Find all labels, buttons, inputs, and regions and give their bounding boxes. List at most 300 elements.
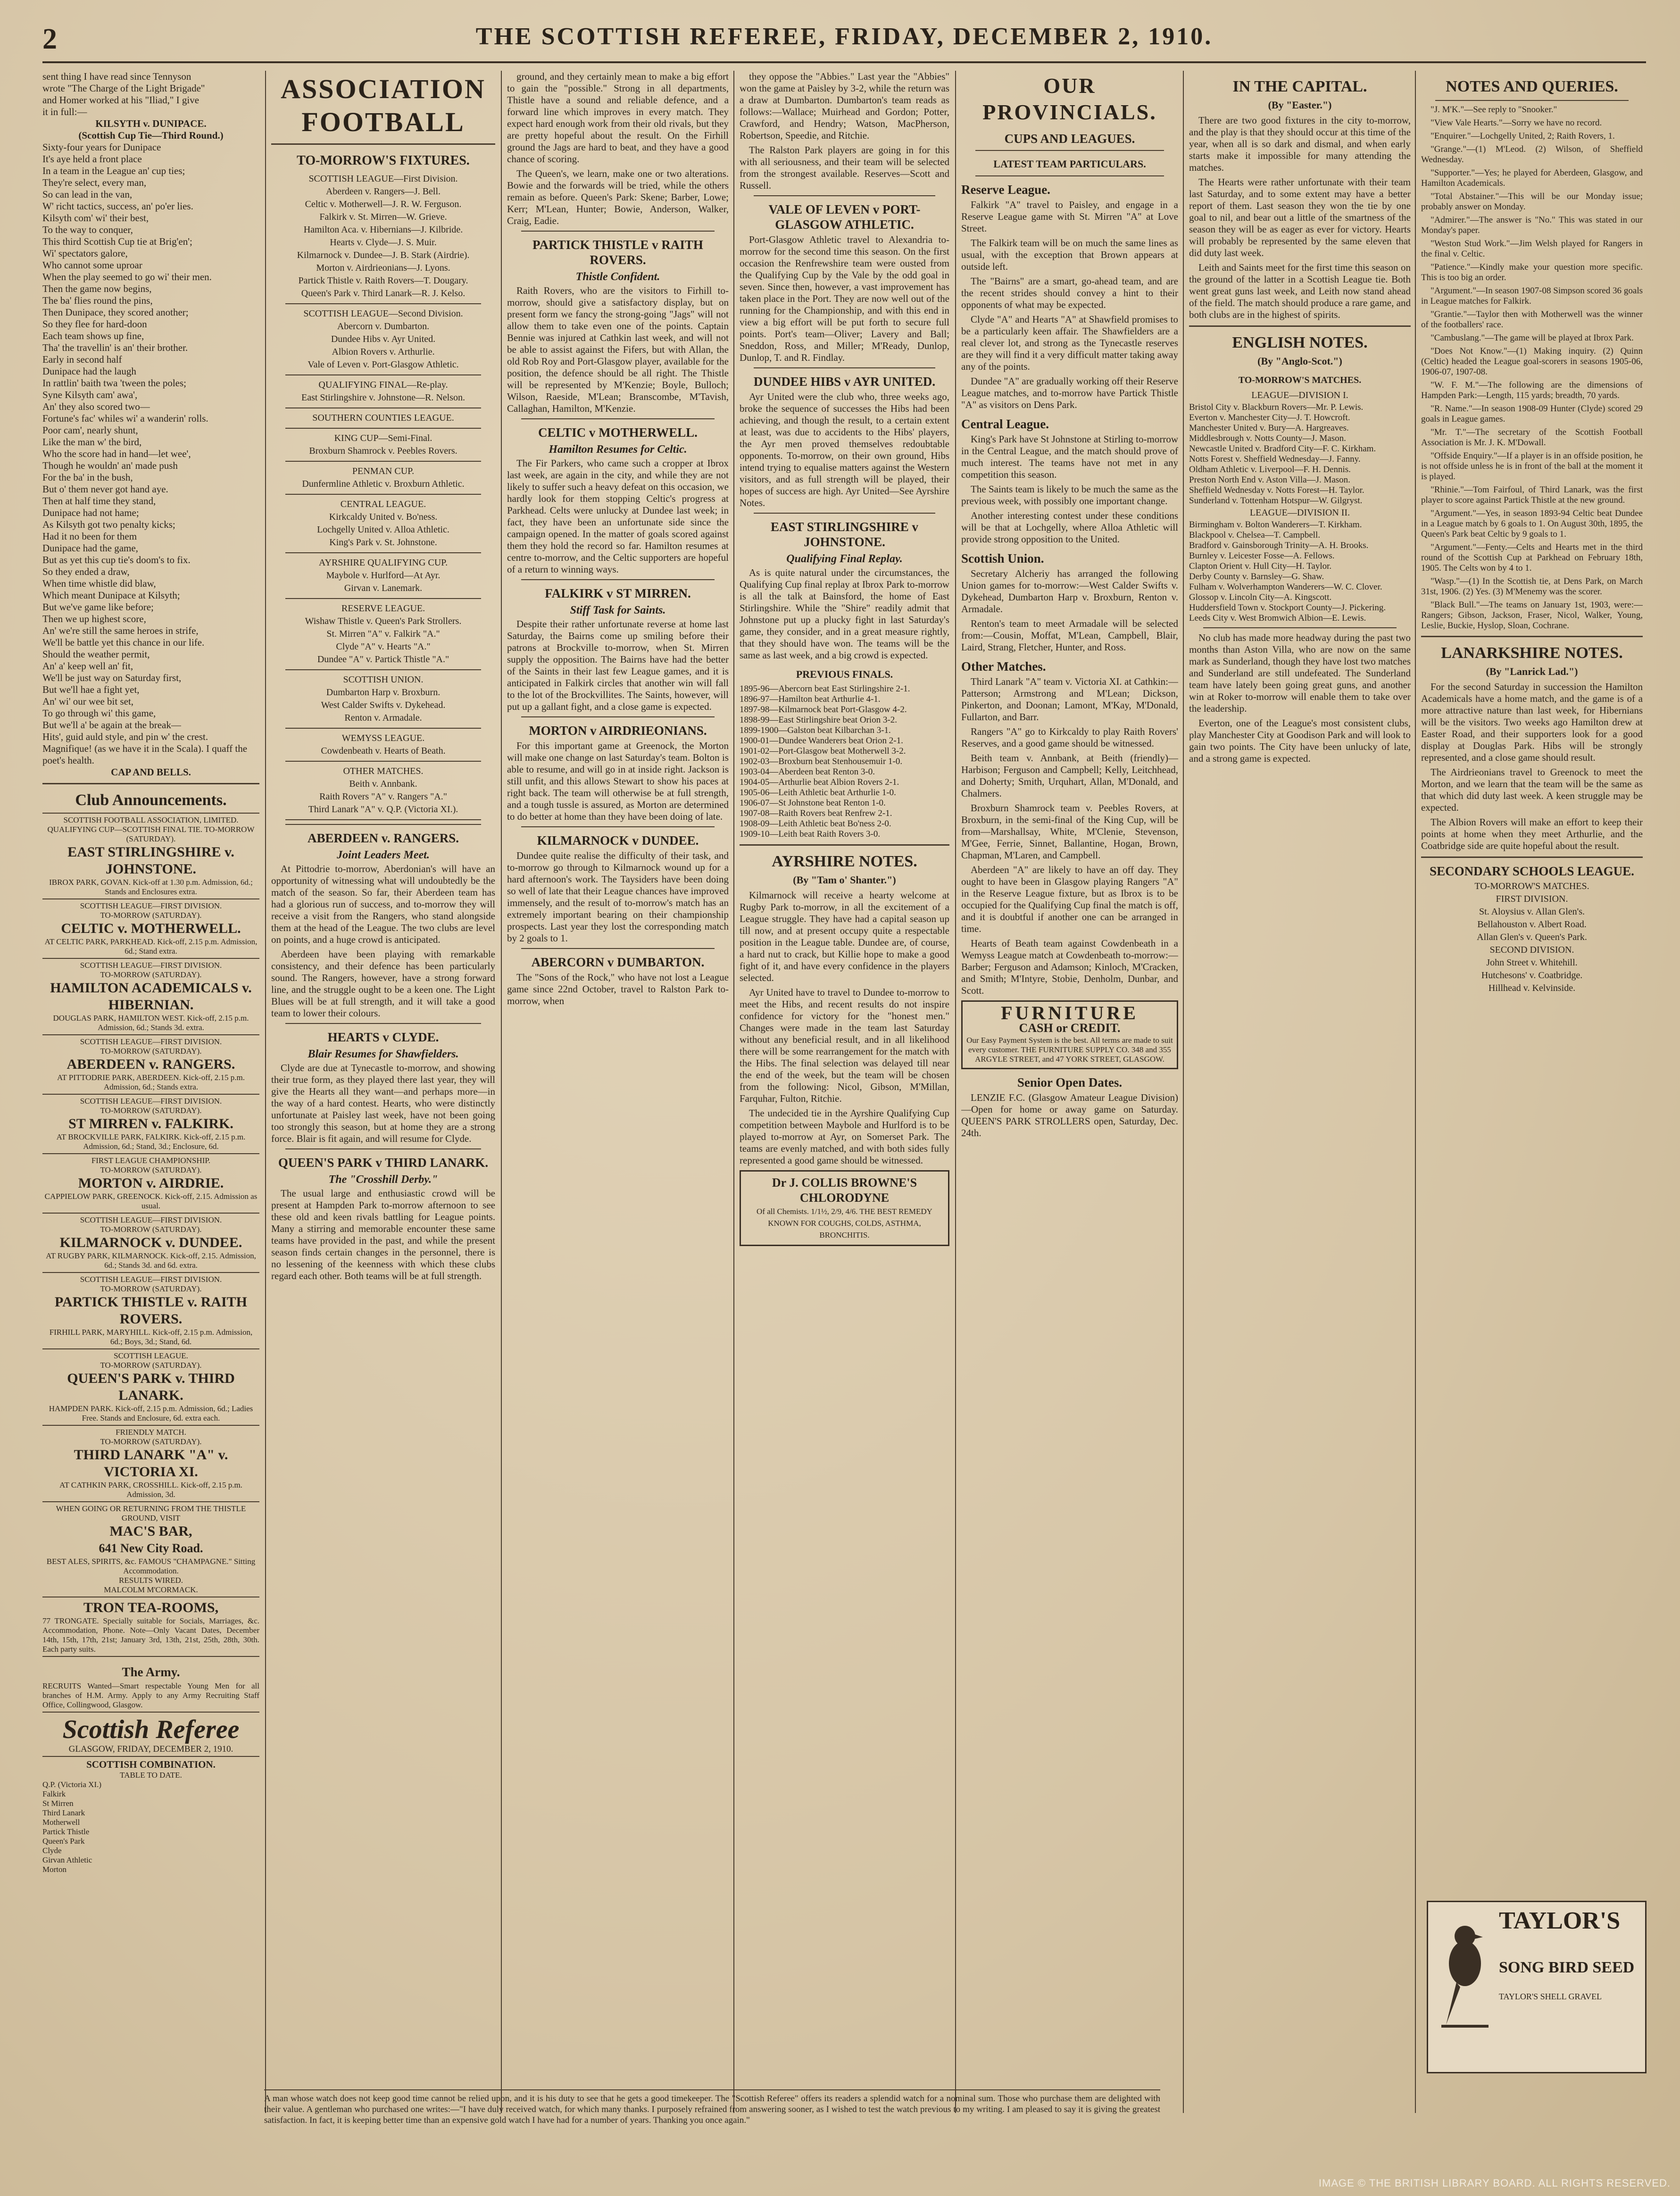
- poem-line: Though he wouldn' an' made push: [42, 460, 178, 471]
- celtic-motherwell-heading: CELTIC v MOTHERWELL.: [538, 425, 698, 440]
- fixture-section-title: SCOTTISH UNION.: [343, 674, 424, 685]
- partick-raith-heading: PARTICK THISTLE v RAITH ROVERS.: [532, 238, 703, 267]
- club-advert-sub: TO-MORROW (SATURDAY).: [100, 1047, 202, 1056]
- aberdeen-report: [271, 863, 495, 1019]
- fixture-line: Sheffield Wednesday v. Notts Forest—H. Taylor.: [1189, 485, 1364, 495]
- poem-line: Had it no been for them: [42, 531, 137, 542]
- club-advert: [42, 1425, 259, 1501]
- paragraph: At Pittodrie to-morrow, Aberdonian's will have an opportunity of witnessing what will undoubtedly be the match of the season. So far, their Aberdeen team has had a glorious run of success, and to-morrow they will receive a visit from the Rangers, who stand alongside them at the head of the League. The two clubs are level on points, and a huge crowd is anticipated.: [271, 863, 495, 945]
- english-div2-list: [1189, 520, 1411, 624]
- paragraph: There are two good fixtures in the city to-morrow, and the play is that they should occur at this time of the year, when all is so dark and dismal, and when early starts make it impossible for many attending the matches.: [1189, 115, 1411, 173]
- poem-line: KILSYTH v. DUNIPACE.: [95, 118, 207, 129]
- fixture-section-title: AYRSHIRE QUALIFYING CUP.: [318, 557, 448, 568]
- fixture-line: Dumbarton Harp v. Broxburn.: [326, 687, 441, 698]
- paragraph: Hearts of Beath team against Cowdenbeath in a Wemyss League match at Cowdenbeath to-morrow:—Barber; Ferguson and Adamson; Kinloch, M'Cracken, and Smith; M'Intyre, Stobie, Denholm, Dunbar, and Scott.: [961, 938, 1178, 996]
- list-item: John Street v. Whitehill.: [1486, 957, 1578, 968]
- poem-line: and Homer worked at his "Iliad," I give: [42, 94, 200, 106]
- club-advert-venue: AT RUGBY PARK, KILMARNOCK. Kick-off, 2.15. Admission, 6d.; Stands 3d. and 6d. extra.: [46, 1251, 256, 1270]
- fixture-line: Lochgelly United v. Alloa Athletic.: [317, 524, 449, 535]
- paragraph: Raith Rovers, who are the visitors to Firhill to-morrow, should give a satisfactory display, but on present form we fancy the strong-going "Jags" will not allow them to take even one of the points. Captain Bennie was injured at Cathkin last week, and will not be able to assist against the Fifers, but with Allan, the old Rob Roy and Port-Glasgow player, available for the position, the defence should be all right. The Thistle will be represented by M'Kenzie; Boyle, Bulloch; Wilson, Raeside, M'Lean; Branscombe, M'Tavish, Callaghan, Hamilton, M'Kenzie.: [507, 285, 729, 414]
- club-advert-venue: AT CELTIC PARK, PARKHEAD. Kick-off, 2.15 p.m. Admission, 6d.; Stand extra.: [44, 937, 258, 956]
- central-league-heading: Central League.: [961, 417, 1049, 431]
- bird-icon: [1432, 1907, 1493, 2067]
- club-advert: [42, 1094, 259, 1153]
- table-row: 1909-10—Leith beat Raith Rovers 3-0.: [740, 829, 881, 839]
- poem-line: Who the score had in hand—let wee',: [42, 448, 191, 459]
- poem-line: Which meant Dunipace at Kilsyth;: [42, 590, 180, 601]
- poem-line: When the play seemed to go wi' their men.: [42, 271, 212, 283]
- club-advert-sub: TO-MORROW (SATURDAY).: [100, 1284, 202, 1293]
- column-rule: [1183, 71, 1184, 2113]
- paragraph: they oppose the "Abbies." Last year the "Abbies" won the game at Paisley by 3-2, while the return was a draw at Dumbarton. Dumbarton's team reads as follows:—Wallace; Muirhead and Gordon; Potter, Crawford, and Hendry; Watson, MacPherson, Robertson, Speedie, and Ritchie.: [740, 71, 949, 141]
- club-advert: [42, 898, 259, 958]
- fixture-line: Burnley v. Leicester Fosse—A. Fellows.: [1189, 551, 1335, 561]
- fixture-line: Morton v. Airdrieonians—J. Lyons.: [316, 263, 450, 273]
- table-row: 1908-09—Leith Athletic beat Bo'ness 2-0.: [740, 819, 891, 829]
- fixture-line: Leeds City v. West Bromwich Albion—E. Lewis.: [1189, 613, 1366, 623]
- ayrshire-notes-heading: AYRSHIRE NOTES.: [772, 853, 917, 870]
- paragraph: The Falkirk team will be on much the same lines as usual, with the exception that Brown appears at outside left.: [961, 237, 1178, 272]
- paragraph: Kilmarnock will receive a hearty welcome at Rugby Park to-morrow, in all the excitement of a League struggle. They have had a capital season up till now, and at present occupy quite a respectable position in the League table. Dundee are, of course, a hard nut to crack, but Killie hope to make a good fight of it, and have every confidence in the players selected.: [740, 890, 949, 983]
- list-item: Hutchesons' v. Coatbridge.: [1481, 970, 1583, 981]
- column-5: OUR PROVINCIALS. CUPS AND LEAGUES. LATEST TEAM PARTICULARS. Reserve League. Falkirk "A" travel to Paisley, and engage in a Reserve League game with St. Mirren "A" at Love Street. The Falkirk team will be on much the same lines as usual, with the exception that Brown appears at outside left. The "Bairns" are a smart, go-ahead team, and are the recent strides should convey a hint to their opponents of what may be expected. Clyde "A" and Hearts "A" at Shawfield promises to be a particularly keen affair. The Shawfielders are a real clever lot, and strong as the Tynecastle reserves are they will find it a very difficult matter taking away any of the points. Dundee "A" are gradually working off their Reserve League matches, and to-morrow have Partick Thistle "A" as visitors on Dens Park. Central League. King's Park have St Johnstone at Stirling to-morrow in the Central League, and the match should prove of much interest. The teams have not met in any competition this season. The Saints team is likely to be much the same as the previous week, with possibly one important change. Another interesting contest under these conditions will be that at Lochgelly, where Alloa Athletic will provide strong opposition to the United. Scottish Union. Secretary Alcheriy has arranged the following Union games for to-morrow:—West Calder Swifts v. Dykehead, Dumbarton Harp v. Broxburn, Renton v. Armadale. Renton's team to meet Armadale will be selected from:—Cousin, Moffat, M'Lean, Campbell, Blair, Laird, Strang, Fletcher, Hunter, and Ross. Other Matches. Third Lanark "A" team v. Victoria XI. at Cathkin:—Patterson; Armstrong and M'Lean; Dickson, Pinkerton, and Doonan; Lamont, M'Kay, M'Donald, Fullarton, and Barr. Rangers "A" go to Kirkcaldy to play Raith Rovers' Reserves, and a good game should be witnessed. Beith team v. Annbank, at Beith (friendly)—Harbison; Ferguson and Campbell; Kelly, Leitchhead, and Doherty; Smith, Urquhart, Allan, M'Donald, and Chalmers. Broxburn Shamrock team v. Peebles Rovers, at Broxburn, in the semi-final of the King Cup, will be from—Marshallsay, White, M'Clenie, Stevenson, M'Gee, Ferrie, Sinnet, Ballantine, Hogan, Brown, Chapman, M'Laren, and Campbell. Aberdeen "A" are likely to have an off day. They ought to have been in Glasgow playing Rangers "A" in the Reserve League fixture, but as Ibrox is to be occupied for the Qualifying Cup final the match is off, and it is doubtful if another one can be arranged in time. Hearts of Beath team against Cowdenbeath in a Wemyss League match at Cowdenbeath to-morrow:—Barber; Ferguson and Adamson; Kinloch, M'Cracken, and Smith; M'Intyre, Stobie, Denholm, Dunbar, and Scott. FURNITURE CASH or CREDIT. Our Easy Payment System is the best. All terms are made to suit every customer. THE FURNITURE SUPPLY CO. 348 and 355 ARGYLE STREET, and 47 YORK STREET, GLASGOW. Senior Open Dates. LENZIE F.C. (Glasgow Amateur League Division)—Open for home or away game on Saturday. QUEEN'S PARK STROLLERS open, Saturday, Dec. 24th.: [961, 74, 1178, 1139]
- poem-line: Poor cam', nearly shunt,: [42, 424, 138, 436]
- poem-line: Fortune's fac' whiles wi' a wanderin' rolls.: [42, 413, 208, 424]
- fixture-line: Dunfermline Athletic v. Broxburn Athletic.: [302, 479, 465, 489]
- table-row: Partick Thistle: [42, 1827, 90, 1836]
- fixture-line: Abercorn v. Dumbarton.: [337, 321, 430, 332]
- table-row: 1898-99—East Stirlingshire beat Orion 3-2.: [740, 715, 898, 725]
- paragraph: Aberdeen "A" are likely to have an off day. They ought to have been in Glasgow playing Rangers "A" in the Reserve League fixture, but as Ibrox is to be occupied for the Qualifying Cup final the match is off, and it is doubtful if another one can be arranged in time.: [961, 864, 1178, 934]
- fixture-line: Broxburn Shamrock v. Peebles Rovers.: [309, 446, 457, 456]
- poem-line: Syne Kilsyth cam' awa',: [42, 389, 138, 400]
- falkirk-stmirren-heading: FALKIRK v ST MIRREN.: [545, 586, 691, 600]
- club-advert-title: FIRST LEAGUE CHAMPIONSHIP.: [91, 1156, 211, 1165]
- poem-line: Should the weather permit,: [42, 649, 150, 660]
- poem-line: An' we're still the same heroes in strife,: [42, 625, 199, 636]
- paragraph: Secretary Alcheriy has arranged the following Union games for to-morrow:—West Calder Swifts v. Dykehead, Dumbarton Harp v. Broxburn, Renton v. Armadale.: [961, 568, 1178, 615]
- fixture-line: Bradford v. Gainsborough Trinity—A. H. Brooks.: [1189, 541, 1369, 550]
- paragraph: The Ralston Park players are going in for this with all seriousness, and their team will be selected from the strongest available. Reserves—Scott and Russell.: [740, 144, 949, 191]
- club-advert-teams: QUEEN'S PARK v. THIRD LANARK.: [67, 1371, 235, 1403]
- club-advert-title: SCOTTISH FOOTBALL ASSOCIATION, LIMITED.: [63, 815, 239, 824]
- fixture-line: Kilmarnock v. Dundee—J. B. Stark (Airdrie).: [297, 250, 470, 260]
- paragraph: The usual large and enthusiastic crowd will be present at Hampden Park to-morrow afternoon to see these old and keen rivals battling for League points. Many a stirring and memorable encounter these same teams have provided in the past, and while the present season finds certain changes in the personnel, there is no lessening of the keenness with which these clubs regard each other. Both teams will be at full strength.: [271, 1188, 495, 1281]
- note-entry: "Argument."—Yes, in season 1893-94 Celtic beat Dundee in a League match by 6 goals to 1. On August 30th, 1895, the Queen's Park beat Celtic by 9 goals to 1.: [1421, 508, 1643, 539]
- poem-line: But we'll a' be again at the break—: [42, 719, 181, 731]
- hearts-report: [271, 1062, 495, 1145]
- fixture-line: King's Park v. St. Johnstone.: [329, 537, 437, 548]
- column-4: they oppose the "Abbies." Last year the "Abbies" won the game at Paisley by 3-2, while the return was a draw at Dumbarton. Dumbarton's team reads as follows:—Wallace; Muirhead and Gordon; Potter, Crawford, and Hendry; Watson, MacPherson, Robertson, Speedie, and Ritchie. The Ralston Park players are going in for this with all seriousness, and their team will be selected from the strongest available. Reserves—Scott and Russell. VALE OF LEVEN v PORT-GLASGOW ATHLETIC. Port-Glasgow Athletic travel to Alexandria to-morrow for the second time this season. On the first occasion the Renfrewshire team were ousted from the Qualifying Cup by the Vale by the odd goal in seven. Since then, however, a vast improvement has taken place in the Port. They are now well out of the running for the Championship, and with this end in view a big effort will be put forth to secure full points. Port's team—Oliver; Lavery and Ball; Sneddon, Ross, and Miller; M'Ready, Dunlop, Dunlop, T. and R. Findlay. DUNDEE HIBS v AYR UNITED. Ayr United were the club who, three weeks ago, broke the sequence of successes the Hibs had been achieving, and though the result, to a certain extent at least, was due to accidents to the Hibs' players, the Ayr men proved themselves redoubtable opponents. To-morrow, on their own ground, Hibs intend trying to equalise matters against the Western visitors, and as full strength will be played, their hopes of success are high. Ayr United—See Ayrshire Notes. EAST STIRLINGSHIRE v JOHNSTONE. Qualifying Final Replay. As is quite natural under the circumstances, the Qualifying Cup final replay at Ibrox Park to-morrow is all the talk at Bainsford, the home of East Stirlingshire. While the "Shire" readily admit that Johnstone put up a plucky fight in last Saturday's game, they consider, and in a great measure rightly, that they should have won. The teams will be the same as last week, and a big crowd is expected. PREVIOUS FINALS. 1895-96—Abercorn beat East Stirlingshire 2-1. 1896-97—Hamilton beat Arthurlie 4-1. 1897-98—Kilmarnock beat Port-Glasgow 4-2. 1898-99—East Stirlingshire beat Orion 3-2. 1899-1900—Galston beat Kilbarchan 3-1. 1900-01—Dundee Wanderers beat Orion 2-1. 1901-02—Port-Glasgow beat Motherwell 3-2. 1902-03—Broxburn beat Stenhousemuir 1-0. 1903-04—Aberdeen beat Renton 3-0. 1904-05—Arthurlie beat Albion Rovers 2-1. 1905-06—Leith Athletic beat Arthurlie 1-0. 1906-07—St Johnstone beat Renton 1-0. 1907-08—Raith Rovers beat Renfrew 2-1. 1908-09—Leith Athletic beat Bo'ness 2-0. 1909-10—Leith beat Raith Rovers 3-0. AYRSHIRE NOTES. (By "Tam o' Shanter.") Kilmarnock will receive a hearty welcome at Rugby Park to-morrow, in all the excitement of a League struggle. They have had a capital season up till now, and at present occupy quite a respectable position in the League table. Dundee are, of course, a hard nut to crack, but Killie hope to make a good fight of it, and have every confidence in the players selected. Ayr United have to travel to Dundee to-morrow to meet the Hibs, and recent results do not inspire confidence for victory for the "honest men." Changes were made in the team last Saturday without any beneficial result, and in all likelihood there will be some rearrangement for the match with the Hibs. The final selection was delayed till near the end of the week, but the team will be chosen from the following: Nicol, Gibson, M'Millan, Farquhar, Fulton, Ritchie. The undecided tie in the Ayrshire Qualifying Cup competition between Maybole and Hurlford is to be played to-morrow at Ayr, on Somerset Park. The teams are evenly matched, and with both sides fully represented a good game should be witnessed. Dr J. COLLIS BROWNE'S CHLORODYNE Of all Chemists. 1/1½, 2/9, 4/6. THE BEST REMEDY KNOWN FOR COUGHS, COLDS, ASTHMA, BRONCHITIS.: [740, 71, 949, 2113]
- our-provincials-headline: OUR PROVINCIALS.: [982, 74, 1157, 124]
- paragraph: As is quite natural under the circumstances, the Qualifying Cup final replay at Ibrox Park to-morrow is all the talk at Bainsford, the home of East Stirlingshire. While the "Shire" readily admit that Johnstone put up a plucky fight in last Saturday's game, they consider, and in a great measure rightly, that they should have won. The teams will be the same as last week, and a big crowd is expected.: [740, 567, 949, 661]
- fixture-line: Middlesbrough v. Notts County—J. Mason.: [1189, 433, 1346, 443]
- club-advert-teams: THIRD LANARK "A" v. VICTORIA XI.: [74, 1447, 228, 1480]
- paragraph: No club has made more headway during the past two months than Aston Villa, who are now on the same mark as Sunderland, though they have lost two matches and Sunderland are still undefeated. The Sunderland team have lately been going great guns, and another win at Roker to-morrow will enable them to take over the leadership.: [1189, 632, 1411, 714]
- queens-park-report: [271, 1188, 495, 1282]
- club-advert-venue: HAMPDEN PARK. Kick-off, 2.15 p.m. Admission, 6d.; Ladies Free. Stands and Enclosure, 6d. extra each.: [49, 1404, 253, 1422]
- club-advert-sub: TO-MORROW (SATURDAY).: [100, 911, 202, 920]
- club-advert: [42, 1213, 259, 1272]
- list-item: St. Aloysius v. Allan Glen's.: [1479, 907, 1585, 917]
- previous-finals-list: [740, 684, 949, 840]
- association-football-headline: ASSOCIATION FOOTBALL: [281, 74, 486, 137]
- note-entry: "Does Not Know."—(1) Making inquiry. (2) Quinn (Celtic) headed the League goal-scorers in seasons 1905-06, 1906-07, 1907-08.: [1421, 346, 1643, 377]
- paragraph: Aberdeen have been playing with remarkable consistency, and their defence has been particularly sound. The Rangers, however, have a strong forward line, and the struggle ought to be a keen one. The Light Blues will be at full strength, and it will take a good team to lower their colours.: [271, 948, 495, 1019]
- poem-line: In a team in the League an' cup ties;: [42, 165, 185, 176]
- fixture-list: [271, 173, 495, 820]
- poem-line: Dunipace had the game,: [42, 542, 138, 554]
- fixture-line: Everton v. Manchester City—J. T. Howcroft.: [1189, 413, 1350, 423]
- table-row: 1905-06—Leith Athletic beat Arthurlie 1-0.: [740, 788, 896, 798]
- list-item: SECOND DIVISION.: [1489, 945, 1574, 955]
- poem-line: Like the man w' the bird,: [42, 436, 142, 448]
- club-advert-venue: AT CATHKIN PARK, CROSSHILL. Kick-off, 2.15 p.m. Admission, 3d.: [59, 1481, 242, 1499]
- club-advert-teams: ST MIRREN v. FALKIRK.: [68, 1116, 233, 1131]
- column-3: ground, and they certainly mean to make a big effort to gain the "possible." Strong in all departments, Thistle have a sound and reliable defence, and a forward line which improves in every match. They expect hard enough work from their old rivals, but they are pretty hopeful about the result. On the Firhill ground the Jags are hard to beat, and they have a good chance of scoring. The Queen's, we learn, make one or two alterations. Bowie and the forwards will be tried, while the others remain as before. Queen's Park: Skene; Barber, Lowe; Kerr; M'Lean, Hunter; Bowie, Anderson, Walker, Craig, Eadie. PARTICK THISTLE v RAITH ROVERS. Thistle Confident. Raith Rovers, who are the visitors to Firhill to-morrow, should give a satisfactory display, but on present form we fancy the strong-going "Jags" will not allow them to take even one of the points. Captain Bennie was injured at Cathkin last week, and will not be able to assist against the Fifers, but with Allan, the old Rob Roy and Port-Glasgow player, available for the position, the defence should be all right. The Thistle will be represented by M'Kenzie; Boyle, Bulloch; Wilson, Raeside, M'Lean; Branscombe, M'Tavish, Callaghan, Hamilton, M'Kenzie. CELTIC v MOTHERWELL. Hamilton Resumes for Celtic. The Fir Parkers, who came such a cropper at Ibrox last week, are again in the city, and while they are not likely to suffer such a heavy defeat on this occasion, we hardly look for them stopping Celtic's progress at Parkhead. Celts were unlucky at Dundee last week; in fact, they have been an unfortunate side since the campaign opened. In the matter of goals scored against them they hold the record so far. Hamilton resumes at centre to-morrow, and the Celtic supporters are hopeful of a return to winning ways. FALKIRK v ST MIRREN. Stiff Task for Saints. Despite their rather unfortunate reverse at home last Saturday, the Bairns come up smiling before their patrons at Brockville to-morrow, when St. Mirren supply the opposition. The Bairns have had the better of the Saints in their last few League games, and it is anticipated in Falkirk circles that another win will fall to the lot of the Brockvillites. The Saints, however, will put up a gallant fight, and a close game is expected. MORTON v AIRDRIEONIANS. For this important game at Greenock, the Morton will make one change on last Saturday's team. Bolton is able to resume, and will go in at inside right. Jackson is still unfit, and this allows Stewart to show his paces at right back. The team will otherwise be at full strength, and a tough tussle is assured, as Morton are determined to do better at home than they have been doing of late. KILMARNOCK v DUNDEE. Dundee quite realise the difficulty of their task, and to-morrow go through to Kilmarnock wound up for a hard afternoon's work. The Taysiders have been doing so well of late that their League chances have improved immensely, and the result of to-morrow's match has an extremely important bearing on their championship prospects. Last year they lost the corresponding match by 2 goals to 1. ABERCORN v DUMBARTON. The "Sons of the Rock," who have not lost a League game since 22nd October, travel to Ralston Park to-morrow, when: [507, 71, 729, 1006]
- club-advert: [42, 1153, 259, 1213]
- club-advert-sub: TO-MORROW (SATURDAY).: [100, 1225, 202, 1234]
- notes-queries-heading: NOTES AND QUERIES.: [1446, 78, 1618, 95]
- poem-line: Then we up highest score,: [42, 613, 146, 624]
- poem-line: Tha' the travellin' is an' their brother.: [42, 342, 188, 353]
- club-advert-teams: KILMARNOCK v. DUNDEE.: [59, 1235, 242, 1250]
- list-item: Hillhead v. Kelvinside.: [1488, 983, 1576, 993]
- poem-line: The ba' flies round the pins,: [42, 295, 153, 306]
- paragraph: For the second Saturday in succession the Hamilton Academicals have a home match, and the game is of a more attractive nature than last week, for Hibernians will be the visitors. Two weeks ago Hamilton drew at Easter Road, and their supporters look for a good display at Douglas Park. Hibs will be strongly represented, and a close game should result.: [1421, 681, 1643, 763]
- fixture-line: Dundee "A" v. Partick Thistle "A.": [317, 654, 449, 665]
- fixture-section-title: SCOTTISH LEAGUE—Second Division.: [303, 308, 463, 319]
- fixture-section-title: CENTRAL LEAGUE.: [340, 499, 426, 509]
- fixture-line: Clapton Orient v. Hull City—H. Taylor.: [1189, 561, 1332, 571]
- paragraph: The Albion Rovers will make an effort to keep their points at home when they meet Arthurlie, and the Coatbridge side are quite hopeful about the result.: [1421, 816, 1643, 851]
- table-row: 1900-01—Dundee Wanderers beat Orion 2-1.: [740, 736, 903, 746]
- abercorn-dumbarton-heading: ABERCORN v DUMBARTON.: [531, 955, 705, 969]
- poem-line: But o' them never got hand aye.: [42, 483, 168, 495]
- poem-line: Each team shows up fine,: [42, 330, 144, 341]
- poem-line: Then the game now begins,: [42, 283, 152, 294]
- english-fixtures-list: [1189, 402, 1411, 506]
- club-advert-title: SCOTTISH LEAGUE—FIRST DIVISION.: [80, 1037, 222, 1046]
- fixture-line: Clyde "A" v. Hearts "A.": [336, 641, 431, 652]
- poem-line: Kilsyth com' wi' their best,: [42, 212, 149, 224]
- chlorodyne-advert: Dr J. COLLIS BROWNE'S CHLORODYNE Of all Chemists. 1/1½, 2/9, 4/6. THE BEST REMEDY KNOWN FOR COUGHS, COLDS, ASTHMA, BRONCHITIS.: [740, 1170, 949, 1246]
- fixture-section-title: RESERVE LEAGUE.: [341, 603, 425, 614]
- table-row: 1902-03—Broxburn beat Stenhousemuir 1-0.: [740, 757, 903, 766]
- column-1: [42, 71, 259, 2113]
- poem-line: Who cannot some uproar: [42, 259, 142, 271]
- club-advert-title: FRIENDLY MATCH.: [116, 1428, 186, 1437]
- note-entry: "Offside Enquiry."—If a player is in an offside position, he is not offside unless he is in front of the ball at the moment it is played.: [1421, 451, 1643, 482]
- morton-airdrie-heading: MORTON v AIRDRIEONIANS.: [529, 724, 707, 738]
- note-entry: "Admirer."—The answer is "No." This was stated in our Monday's paper.: [1421, 215, 1643, 235]
- paragraph: ground, and they certainly mean to make a big effort to gain the "possible." Strong in all departments, Thistle have a sound and reliable defence, and a forward line which improves in every match. They expect hard enough work from their old rivals, but they are pretty hopeful about the result. On the Firhill ground the Jags are hard to beat, and they have a good chance of scoring.: [507, 71, 729, 165]
- fixture-line: Fulham v. Wolverhampton Wanderers—W. C. Clover.: [1189, 582, 1382, 592]
- table-row: 1901-02—Port-Glasgow beat Motherwell 3-2.: [740, 746, 906, 756]
- fixture-line: Renton v. Armadale.: [344, 713, 422, 723]
- fixture-line: Girvan v. Lanemark.: [344, 583, 423, 593]
- table-row: 1907-08—Raith Rovers beat Renfrew 2-1.: [740, 808, 892, 818]
- poem: [42, 71, 259, 778]
- note-entry: "R. Name."—In season 1908-09 Hunter (Clyde) scored 29 goals in League games.: [1421, 404, 1643, 424]
- table-row: 1897-98—Kilmarnock beat Port-Glasgow 4-2.: [740, 705, 907, 715]
- paragraph: Despite their rather unfortunate reverse at home last Saturday, the Bairns come up smiling before their patrons at Brockville to-morrow, when St. Mirren supply the opposition. The Bairns have had the better of the Saints in their last few League games, and it is anticipated in Falkirk circles that another win will fall to the lot of the Brockvillites. The Saints, however, will put up a gallant fight, and a close game is expected.: [507, 618, 729, 712]
- club-advert-teams: MORTON v. AIRDRIE.: [78, 1175, 224, 1191]
- club-advert-teams: HAMILTON ACADEMICALS v. HIBERNIAN.: [50, 980, 252, 1013]
- east-stirling-heading: EAST STIRLINGSHIRE v JOHNSTONE.: [770, 520, 919, 549]
- poem-line: So can lead in the van,: [42, 189, 133, 200]
- paragraph: The "Sons of the Rock," who have not lost a League game since 22nd October, travel to Ralston Park to-morrow, when: [507, 972, 729, 1006]
- paragraph: The Hearts were rather unfortunate with their team last Saturday, and to some extent may have a better report of them. Last season they won the tie by one goal to nil, and bear out a little of the smartness of the season they will be as eager as ever for victory. Hearts will probably be represented by the same eleven that did duty last week.: [1189, 176, 1411, 258]
- paragraph: Rangers "A" go to Kirkcaldy to play Raith Rovers' Reserves, and a good game should be witnessed.: [961, 726, 1178, 749]
- poem-line: As Kilsyth got two penalty kicks;: [42, 519, 175, 530]
- fixture-line: St. Mirren "A" v. Falkirk "A.": [326, 629, 440, 639]
- note-entry: "Supporter."—Yes; he played for Aberdeen, Glasgow, and Hamilton Academicals.: [1421, 168, 1643, 188]
- aberdeen-rangers-heading: ABERDEEN v. RANGERS.: [307, 831, 459, 845]
- table-row: 1904-05—Arthurlie beat Albion Rovers 2-1.: [740, 777, 899, 787]
- table-row: Falkirk: [42, 1789, 66, 1798]
- combination-table: SCOTTISH COMBINATION. TABLE TO DATE. Q.P. (Victoria XI.) Falkirk St Mirren Third Lanark Motherwell Partick Thistle Queen's Park Clyde Girvan Athletic Morton: [42, 1756, 259, 1876]
- poem-line: Then Dunipace, they scored another;: [42, 307, 189, 318]
- copyright-notice: IMAGE © THE BRITISH LIBRARY BOARD. ALL RIGHTS RESERVED.: [1318, 2177, 1671, 2189]
- poem-line: Dunipace had the laugh: [42, 366, 136, 377]
- club-advert-venue: DOUGLAS PARK, HAMILTON WEST. Kick-off, 2.15 p.m. Admission, 6d.; Stands 3d. extra.: [53, 1014, 249, 1032]
- fixture-line: Glossop v. Lincoln City—A. Kingscott.: [1189, 592, 1332, 602]
- paragraph: Ayr United have to travel to Dundee to-morrow to meet the Hibs, and recent results do not inspire confidence for victory for the "honest men." Changes were made in the team last Saturday without any beneficial result, and in all likelihood there will be some rearrangement for the match with the Hibs. The final selection was delayed till near the end of the week, but the team will be chosen from the following: Nicol, Gibson, M'Millan, Farquhar, Fulton, Ritchie.: [740, 987, 949, 1104]
- poem-line: We'll be battle yet this chance in our life.: [42, 637, 205, 648]
- reserve-league-heading: Reserve League.: [961, 183, 1050, 197]
- poem-line: They're select, every man,: [42, 177, 147, 188]
- fixture-line: Aberdeen v. Rangers—J. Bell.: [325, 186, 441, 197]
- fixture-line: Bristol City v. Blackburn Rovers—Mr. P. Lewis.: [1189, 402, 1364, 412]
- army-advert: The Army. RECRUITS Wanted—Smart respectable Young Men for all branches of H.M. Army. Apply to any Army Recruiting Staff Office, Collingwood, Glasgow.: [42, 1656, 259, 1712]
- page-number: 2: [42, 23, 57, 55]
- paragraph: Third Lanark "A" team v. Victoria XI. at Cathkin:—Patterson; Armstrong and M'Lean; Dickson, Pinkerton, and Doonan; Lamont, M'Kay, M'Donald, Fullarton, and Barr.: [961, 676, 1178, 723]
- queens-park-heading: QUEEN'S PARK v THIRD LANARK.: [278, 1156, 489, 1170]
- poem-line: So they flee for hard-doon: [42, 318, 147, 330]
- fixture-section-title: QUALIFYING FINAL—Re-play.: [318, 380, 448, 390]
- paragraph: Everton, one of the League's most consistent clubs, play Manchester City at Goodison Park and will look to gain two points. The City have been unlucky of late, and a strong game is expected.: [1189, 717, 1411, 764]
- fixture-section-title: SOUTHERN COUNTIES LEAGUE.: [312, 413, 454, 423]
- club-advert-teams: ABERDEEN v. RANGERS.: [67, 1056, 235, 1072]
- list-item: Allan Glen's v. Queen's Park.: [1477, 932, 1587, 942]
- club-advert-teams: CELTIC v. MOTHERWELL.: [61, 921, 241, 936]
- club-advert-venue: AT PITTODRIE PARK, ABERDEEN. Kick-off, 2.15 p.m. Admission, 6d.; Stands extra.: [57, 1073, 245, 1091]
- table-row: St Mirren: [42, 1799, 74, 1808]
- poem-line: Dunipace had not hame;: [42, 507, 139, 518]
- poem-line: We'll be just way on Saturday first,: [42, 672, 182, 683]
- poem-line: To go through wi' this game,: [42, 707, 156, 719]
- club-advert: [42, 1348, 259, 1425]
- list-item: Bellahouston v. Albert Road.: [1477, 919, 1587, 930]
- previous-finals-heading: PREVIOUS FINALS.: [796, 668, 893, 680]
- note-entry: "Argument."—Fenty.—Celts and Hearts met in the third round of the Scottish Cup at Parkhead on February 18th, 1905. The Celts won by 4 to 1.: [1421, 542, 1643, 573]
- paragraph: Dundee "A" are gradually working off their Reserve League matches, and to-morrow have Partick Thistle "A" as visitors on Dens Park.: [961, 375, 1178, 410]
- poem-line: Hits', guid auld style, and pin w' the crest.: [42, 731, 208, 742]
- fixture-line: Sunderland v. Tottenham Hotspur—W. Gilgryst.: [1189, 496, 1363, 506]
- club-advert: [42, 1272, 259, 1348]
- fixture-line: Dundee Hibs v. Ayr United.: [331, 334, 436, 344]
- fixture-line: East Stirlingshire v. Johnstone—R. Nelson.: [301, 392, 466, 403]
- fixture-line: Preston North End v. Aston Villa—J. Mason.: [1189, 475, 1350, 485]
- club-advert-title: SCOTTISH LEAGUE.: [114, 1351, 188, 1360]
- club-advert-sub: TO-MORROW (SATURDAY).: [100, 1165, 202, 1174]
- poem-line: To the way to conquer,: [42, 224, 133, 235]
- fixture-line: Hamilton Aca. v. Hibernians—J. Kilbride.: [303, 225, 463, 235]
- fixture-line: Beith v. Annbank.: [349, 779, 417, 789]
- paragraph: The Airdrieonians travel to Greenock to meet the Morton, and we learn that the team will be the same as that which did duty last week. A keen struggle may be expected.: [1421, 766, 1643, 813]
- paragraph: King's Park have St Johnstone at Stirling to-morrow in the Central League, and the match should prove of much interest. The teams have not met in any competition this season.: [961, 433, 1178, 480]
- table-row: 1895-96—Abercorn beat East Stirlingshire 2-1.: [740, 684, 910, 694]
- paragraph: Renton's team to meet Armadale will be selected from:—Cousin, Moffat, M'Lean, Campbell, Blair, Laird, Strang, Fletcher, Hunter, and Ross.: [961, 618, 1178, 653]
- vale-port-heading: VALE OF LEVEN v PORT-GLASGOW ATHLETIC.: [768, 202, 921, 232]
- club-advert-sub: TO-MORROW (SATURDAY).: [100, 1437, 202, 1446]
- note-entry: "Grange."—(1) M'Leod. (2) Wilson, of Sheffield Wednesday.: [1421, 144, 1643, 165]
- note-entry: "W. F. M."—The following are the dimensions of Hampden Park:—Length, 115 yards; breadth, 70 yards.: [1421, 380, 1643, 400]
- paragraph: The Fir Parkers, who came such a cropper at Ibrox last week, are again in the city, and while they are not likely to suffer such a heavy defeat on this occasion, we hardly look for them stopping Celtic's progress at Parkhead. Celts were unlucky at Dundee last week; in fact, they have been an unfortunate side since the campaign opened. In the matter of goals scored against them they hold the record so far. Hamilton resumes at centre to-morrow, and the Celtic supporters are hopeful of a return to winning ways.: [507, 458, 729, 575]
- kilmarnock-dundee-heading: KILMARNOCK v DUNDEE.: [537, 833, 699, 848]
- poem-line: For the ba' in the bush,: [42, 472, 133, 483]
- table-row: Third Lanark: [42, 1808, 85, 1817]
- paragraph: The undecided tie in the Ayrshire Qualifying Cup competition between Maybole and Hurlford is to be played to-morrow at Ayr, on Somerset Park. The teams are evenly matched, and with both sides fully represented a good game should be witnessed.: [740, 1107, 949, 1166]
- fixture-line: Kirkcaldy United v. Bo'ness.: [329, 512, 438, 522]
- note-entry: "Black Bull."—The teams on January 1st, 1903, were:—Rangers; Gibson, Jackson, Fraser, Nicol, Walker, Young, Leslie, Buckie, Hyslop, Sloan, Cochrane.: [1421, 600, 1643, 631]
- column-rule: [501, 71, 502, 2113]
- club-advert: [42, 958, 259, 1034]
- poem-line: it in full:—: [42, 106, 87, 117]
- fixture-line: Newcastle United v. Bradford City—F. C. Kirkham.: [1189, 444, 1376, 454]
- fixture-line: Oldham Athletic v. Liverpool—F. H. Dennis.: [1189, 465, 1351, 474]
- table-row: 1903-04—Aberdeen beat Renton 3-0.: [740, 767, 875, 777]
- note-entry: "Wasp."—(1) In the Scottish tie, at Dens Park, on March 31st, 1906. (2) Yes. (3) M'Menemy was the scorer.: [1421, 576, 1643, 597]
- fixture-line: Hearts v. Clyde—J. S. Muir.: [330, 237, 437, 248]
- fixture-section-title: SCOTTISH LEAGUE—First Division.: [308, 174, 458, 184]
- poem-line: Wi' spectators galore,: [42, 248, 128, 259]
- tron-tearooms-advert: TRON TEA-ROOMS, 77 TRONGATE. Specially suitable for Socials, Marriages, &c. Accommodation, Phone. Note—Only Vacant Dates, December 14th, 15th, 17th, 21st; January 3rd, 13th, 21st, 25th, 28th, 30th. Each party suits.: [42, 1597, 259, 1656]
- poem-line: W' richt tactics, success, an' po'er lies.: [42, 200, 193, 212]
- note-entry: "Grantie."—Taylor then with Motherwell was the winner of the footballers' race.: [1421, 309, 1643, 330]
- paragraph: The Saints team is likely to be much the same as the previous week, with possibly one important change.: [961, 483, 1178, 507]
- poem-line: Sixty-four years for Dunipace: [42, 141, 161, 153]
- notes-list: [1421, 105, 1643, 631]
- column-rule: [1415, 71, 1416, 2113]
- poem-line: But as yet this cup tie's doom's to fix.: [42, 554, 191, 566]
- poem-line: But we've game like before;: [42, 601, 154, 613]
- fixture-section-title: WEMYSS LEAGUE.: [341, 733, 425, 743]
- poem-line: It's aye held a front place: [42, 153, 142, 165]
- fixture-section-title: OTHER MATCHES.: [343, 766, 424, 776]
- table-row: Morton: [42, 1865, 67, 1874]
- note-entry: "Argument."—In season 1907-08 Simpson scored 36 goals in League matches for Falkirk.: [1421, 286, 1643, 306]
- fixture-line: Raith Rovers "A" v. Rangers "A.": [319, 791, 447, 802]
- fixture-line: Wishaw Thistle v. Queen's Park Strollers.: [305, 616, 462, 626]
- fixture-line: Falkirk v. St. Mirren—W. Grieve.: [319, 212, 447, 222]
- club-advert-title: SCOTTISH LEAGUE—FIRST DIVISION.: [80, 1215, 222, 1224]
- fixture-line: Notts Forest v. Sheffield Wednesday—J. Fanny.: [1189, 454, 1361, 464]
- table-row: Motherwell: [42, 1818, 80, 1827]
- poem-line: An' a' keep well an' fit,: [42, 660, 133, 672]
- dundee-hibs-heading: DUNDEE HIBS v AYR UNITED.: [753, 374, 936, 389]
- club-advert-venue: IBROX PARK, GOVAN. Kick-off at 1.30 p.m. Admission, 6d.; Stands and Enclosures extra.: [49, 878, 253, 896]
- column-6: IN THE CAPITAL. (By "Easter.") There are two good fixtures in the city to-morrow, and the play is that they should occur at this time of the year, when all is so dark and dismal, and when early starts make it impossible for many attending the matches. The Hearts were rather unfortunate with their team last Saturday, and to some extent may have a better report of them. Last season they won the tie by one goal to nil, and bear out a little of the smartness of the season they will be as eager as ever for victory. Hearts will probably be represented by the same eleven that did duty last week. Leith and Saints meet for the first time this season on the ground of the latter in a Scottish League tie. Both went great guns last week, and Leith now stand ahead of the field. The match should produce a rare game, and both clubs are in the highest of spirits. ENGLISH NOTES. (By "Anglo-Scot.") TO-MORROW'S MATCHES. LEAGUE—DIVISION I. Bristol City v. Blackburn Rovers—Mr. P. Lewis. Everton v. Manchester City—J. T. Howcroft. Manchester United v. Bury—A. Hargreaves. Middlesbrough v. Notts County—J. Mason. Newcastle United v. Bradford City—F. C. Kirkham. Notts Forest v. Sheffield Wednesday—J. Fanny. Oldham Athletic v. Liverpool—F. H. Dennis. Preston North End v. Aston Villa—J. Mason. Sheffield Wednesday v. Notts Forest—H. Taylor. Sunderland v. Tottenham Hotspur—W. Gilgryst. LEAGUE—DIVISION II. Birmingham v. Bolton Wanderers—T. Kirkham. Blackpool v. Chelsea—T. Campbell. Bradford v. Gainsborough Trinity—A. H. Brooks. Burnley v. Leicester Fosse—A. Fellows. Clapton Orient v. Hull City—H. Taylor. Derby County v. Barnsley—G. Shaw. Fulham v. Wolverhampton Wanderers—W. C. Clover. Glossop v. Lincoln City—A. Kingscott. Huddersfield Town v. Stockport County—J. Pickering. Leeds City v. West Bromwich Albion—E. Lewis. No club has made more headway during the past two months than Aston Villa, who are now on the same mark as Sunderland, though they have lost two matches and Sunderland are still undefeated. The Sunderland team have lately been going great guns, and another win at Roker to-morrow will enable them to take over the leadership. Everton, one of the League's most consistent clubs, play Manchester City at Goodison Park and will look to gain two points. The City have been unlucky of late, and a strong game is expected.: [1189, 78, 1411, 764]
- paper-nameplate: Scottish Referee GLASGOW, FRIDAY, DECEMBER 2, 1910.: [42, 1712, 259, 1756]
- fixture-line: Partick Thistle v. Raith Rovers—T. Dougary.: [298, 275, 468, 286]
- poem-line: When time whistle did blaw,: [42, 578, 156, 589]
- club-advert-title: SCOTTISH LEAGUE—FIRST DIVISION.: [80, 1097, 222, 1106]
- hearts-clyde-heading: HEARTS v CLYDE.: [327, 1030, 439, 1044]
- table-row: 1906-07—St Johnstone beat Renton 1-0.: [740, 798, 886, 808]
- column-rule: [265, 71, 266, 2113]
- note-entry: "Rhinie."—Tom Fairfoul, of Third Lanark, was the first player to score against Partick Thistle at the new ground.: [1421, 485, 1643, 505]
- fixture-line: West Calder Swifts v. Dykehead.: [321, 700, 446, 710]
- club-announcements-heading: Club Announcements.: [75, 791, 227, 809]
- fixture-line: Birmingham v. Bolton Wanderers—T. Kirkham.: [1189, 520, 1362, 530]
- fixtures-heading: TO-MORROW'S FIXTURES.: [297, 153, 470, 168]
- club-advert-sub: QUALIFYING CUP—SCOTTISH FINAL TIE. TO-MORROW (SATURDAY).: [47, 825, 255, 843]
- paragraph: Leith and Saints meet for the first time this season on the ground of the latter in a Scottish League tie. Both went great guns last week, and Leith now stand ahead of the field. The match should produce a rare game, and both clubs are in the highest of spirits.: [1189, 262, 1411, 320]
- masthead: [42, 19, 1646, 63]
- note-entry: "Weston Stud Work."—Jim Welsh played for Rangers in the final v. Celtic.: [1421, 239, 1643, 259]
- column-rule: [955, 71, 956, 2113]
- club-advert-teams: EAST STIRLINGSHIRE v. JOHNSTONE.: [67, 844, 234, 877]
- poem-line: sent thing I have read since Tennyson: [42, 71, 191, 82]
- fixture-section-title: PENMAN CUP.: [352, 466, 415, 476]
- column-rule: [733, 71, 734, 2113]
- paragraph: For this important game at Greenock, the Morton will make one change on last Saturday's team. Bolton is able to resume, and will go in at inside right. Jackson is still unfit, and this allows Stewart to show his paces at right back. The team will otherwise be at full strength, and a tough tussle is assured, as Morton are determined to do better at home than they have been doing of late.: [507, 740, 729, 822]
- poem-line: Magnifique! (as we have it in the Scala). I quaff the poet's health.: [42, 743, 248, 766]
- note-entry: "Enquirer."—Lochgelly United, 2; Raith Rovers, 1.: [1430, 131, 1615, 141]
- paragraph: The "Bairns" are a smart, go-ahead team, and are the recent strides should convey a hint to their opponents of what may be expected.: [961, 275, 1178, 310]
- poem-line: This third Scottish Cup tie at Brig'en';: [42, 236, 192, 247]
- table-row: Girvan Athletic: [42, 1855, 92, 1864]
- paragraph: Another interesting contest under these conditions will be that at Lochgelly, where Alloa Athletic will provide strong opposition to the United.: [961, 510, 1178, 545]
- club-advert-venue: CAPPIELOW PARK, GREENOCK. Kick-off, 2.15. Admission as usual.: [44, 1192, 258, 1210]
- fixture-line: Manchester United v. Bury—A. Hargreaves.: [1189, 423, 1349, 433]
- table-row: Clyde: [42, 1846, 62, 1855]
- fixture-line: Huddersfield Town v. Stockport County—J. Pickering.: [1189, 603, 1386, 613]
- poem-line: Then at half time they stand,: [42, 495, 156, 507]
- table-row: Queen's Park: [42, 1837, 85, 1846]
- english-notes-heading: ENGLISH NOTES.: [1232, 334, 1368, 351]
- fixture-line: Blackpool v. Chelsea—T. Campbell.: [1189, 530, 1321, 540]
- in-the-capital-heading: IN THE CAPITAL.: [1232, 78, 1367, 95]
- note-entry: "View Vale Hearts."—Sorry we have no record.: [1430, 118, 1602, 128]
- club-advert-venue: AT BROCKVILLE PARK, FALKIRK. Kick-off, 2.15 p.m. Admission, 6d.; Stand, 3d.; Enclosure, 6d.: [56, 1132, 246, 1151]
- poem-line: But we'll hae a fight yet,: [42, 684, 140, 695]
- note-entry: "Mr. T."—The secretary of the Scottish Football Association is Mr. J. K. M'Dowall.: [1421, 427, 1643, 448]
- paragraph: Clyde are due at Tynecastle to-morrow, and showing their true form, as they played there last year, they will give the Hearts all they want—and perhaps more—in the way of a hard contest. Hearts, who were distinctly unfortunate at Paisley last week, have not been going too strongly this season, but at home they are a strong force. Blair is fit again, and will resume for Clyde.: [271, 1062, 495, 1144]
- scottish-union-heading: Scottish Union.: [961, 551, 1044, 566]
- club-advert-title: SCOTTISH LEAGUE—FIRST DIVISION.: [80, 1275, 222, 1284]
- fixture-line: Albion Rovers v. Arthurlie.: [332, 347, 435, 357]
- club-advert: [42, 813, 259, 898]
- poem-line: CAP AND BELLS.: [111, 766, 191, 778]
- note-entry: "J. M'K."—See reply to "Snooker.": [1430, 105, 1557, 115]
- club-advert-title: SCOTTISH LEAGUE—FIRST DIVISION.: [80, 901, 222, 910]
- bar-advert: WHEN GOING OR RETURNING FROM THE THISTLE GROUND, VISIT MAC'S BAR, 641 New City Road. BEST ALES, SPIRITS, &c. FAMOUS "CHAMPAGNE." Sitting Accommodation. RESULTS WIRED. MALCOLM M'CORMACK.: [42, 1501, 259, 1597]
- poem-line: In rattlin' baith twa 'tween the poles;: [42, 377, 186, 389]
- paragraph: Clyde "A" and Hearts "A" at Shawfield promises to be a particularly keen affair. The Shawfielders are a real clever lot, and strong as the Tynecastle reserves are they will find it a very difficult matter taking away any of the points.: [961, 314, 1178, 372]
- senior-open-dates-heading: Senior Open Dates.: [1017, 1075, 1123, 1090]
- column-7: NOTES AND QUERIES. "J. M'K."—See reply to "Snooker." "View Vale Hearts."—Sorry we have no record. "Enquirer."—Lochgelly United, 2; Raith Rovers, 1. "Grange."—(1) M'Leod. (2) Wilson, of Sheffield Wednesday. "Supporter."—Yes; he played for Aberdeen, Glasgow, and Hamilton Academicals. "Total Abstainer."—This will be our Monday issue; probably answer on Monday. "Admirer."—The answer is "No." This was stated in our Monday's paper. "Weston Stud Work."—Jim Welsh played for Rangers in the final v. Celtic. "Patience."—Kindly make your question more specific. This is too big an order. "Argument."—In season 1907-08 Simpson scored 36 goals in League matches for Falkirk. "Grantie."—Taylor then with Motherwell was the winner of the footballers' race. "Cambuslang."—The game will be played at Ibrox Park. "Does Not Know."—(1) Making inquiry. (2) Quinn (Celtic) headed the League goal-scorers in seasons 1905-06, 1906-07, 1907-08. "W. F. M."—The following are the dimensions of Hampden Park:—Length, 115 yards; breadth, 70 yards. "R. Name."—In season 1908-09 Hunter (Clyde) scored 29 goals in League games. "Mr. T."—The secretary of the Scottish Football Association is Mr. J. K. M'Dowall. "Offside Enquiry."—If a player is in an offside position, he is not offside unless he is in front of the ball at the moment it is played. "Rhinie."—Tom Fairfoul, of Third Lanark, was the first player to score against Partick Thistle at the new ground. "Argument."—Yes, in season 1893-94 Celtic beat Dundee in a League match by 6 goals to 1. On August 30th, 1895, the Queen's Park beat Celtic by 9 goals to 1. "Argument."—Fenty.—Celts and Hearts met in the third round of the Scottish Cup at Parkhead on February 18th, 1905. The Celts won by 4 to 1. "Wasp."—(1) In the Scottish tie, at Dens Park, on March 31st, 1906. (2) Yes. (3) M'Menemy was the scorer. "Black Bull."—The teams on January 1st, 1903, were:—Rangers; Gibson, Jackson, Fraser, Nicol, Walker, Young, Leslie, Buckie, Hyslop, Sloan, Cochrane. LANARKSHIRE NOTES. (By "Lanrick Lad.") For the second Saturday in succession the Hamilton Academicals have a home match, and the game is of a more attractive nature than last week, for Hibernians will be the visitors. Two weeks ago Hamilton drew at Easter Road, and their supporters look for a good display at Douglas Park. Hibs will be strongly represented, and a close game should result. The Airdrieonians travel to Greenock to meet the Morton, and we learn that the team will be the same as that which did duty last week. A keen struggle may be expected. The Albion Rovers will make an effort to keep their points at home when they meet Arthurlie, and the Coatbridge side are quite hopeful about the result. SECONDARY SCHOOLS LEAGUE. TO-MORROW'S MATCHES. FIRST DIVISION. St. Aloysius v. Allan Glen's. Bellahouston v. Albert Road. Allan Glen's v. Queen's Park. SECOND DIVISION. John Street v. Whitehill. Hutchesons' v. Coatbridge. Hillhead v. Kelvinside.: [1421, 78, 1643, 993]
- paragraph: Broxburn Shamrock team v. Peebles Rovers, at Broxburn, in the semi-final of the King Cup, will be from—Marshallsay, White, M'Clenie, Stevenson, M'Gee, Ferrie, Sinnet, Ballantine, Hogan, Brown, Chapman, M'Laren, and Campbell.: [961, 802, 1178, 861]
- poem-line: (Scottish Cup Tie—Third Round.): [78, 130, 224, 141]
- paragraph: Dundee quite realise the difficulty of their task, and to-morrow go through to Kilmarnock wound up for a hard afternoon's work. The Taysiders have been doing so well of late that their League chances have improved immensely, and the result of to-morrow's match has an extremely important bearing on their championship prospects. Last year they lost the corresponding match by 2 goals to 1.: [507, 850, 729, 944]
- paragraph: Falkirk "A" travel to Paisley, and engage in a Reserve League game with St. Mirren "A" at Love Street.: [961, 199, 1178, 234]
- watch-notice: A man whose watch does not keep good time cannot be relied upon, and it is his duty to see that he gets a good timekeeper. The "Scottish Referee" offers its readers a splendid watch for a nominal sum. Those who purchase them are delighted with their value. A gentleman who purchased one writes:—"I have duly received watch, for which many thanks. I purposely refrained from answering sooner, as I wished to test the watch previous to my writing. I am pleased to say it is giving the greatest satisfaction. In fact, it is keeping better time than an expensive gold watch I have had for a number of years. Thanking you once again.": [264, 2089, 1160, 2159]
- note-entry: "Patience."—Kindly make your question more specific. This is too big an order.: [1421, 262, 1643, 283]
- note-entry: "Total Abstainer."—This will be our Monday issue; probably answer on Monday.: [1421, 191, 1643, 212]
